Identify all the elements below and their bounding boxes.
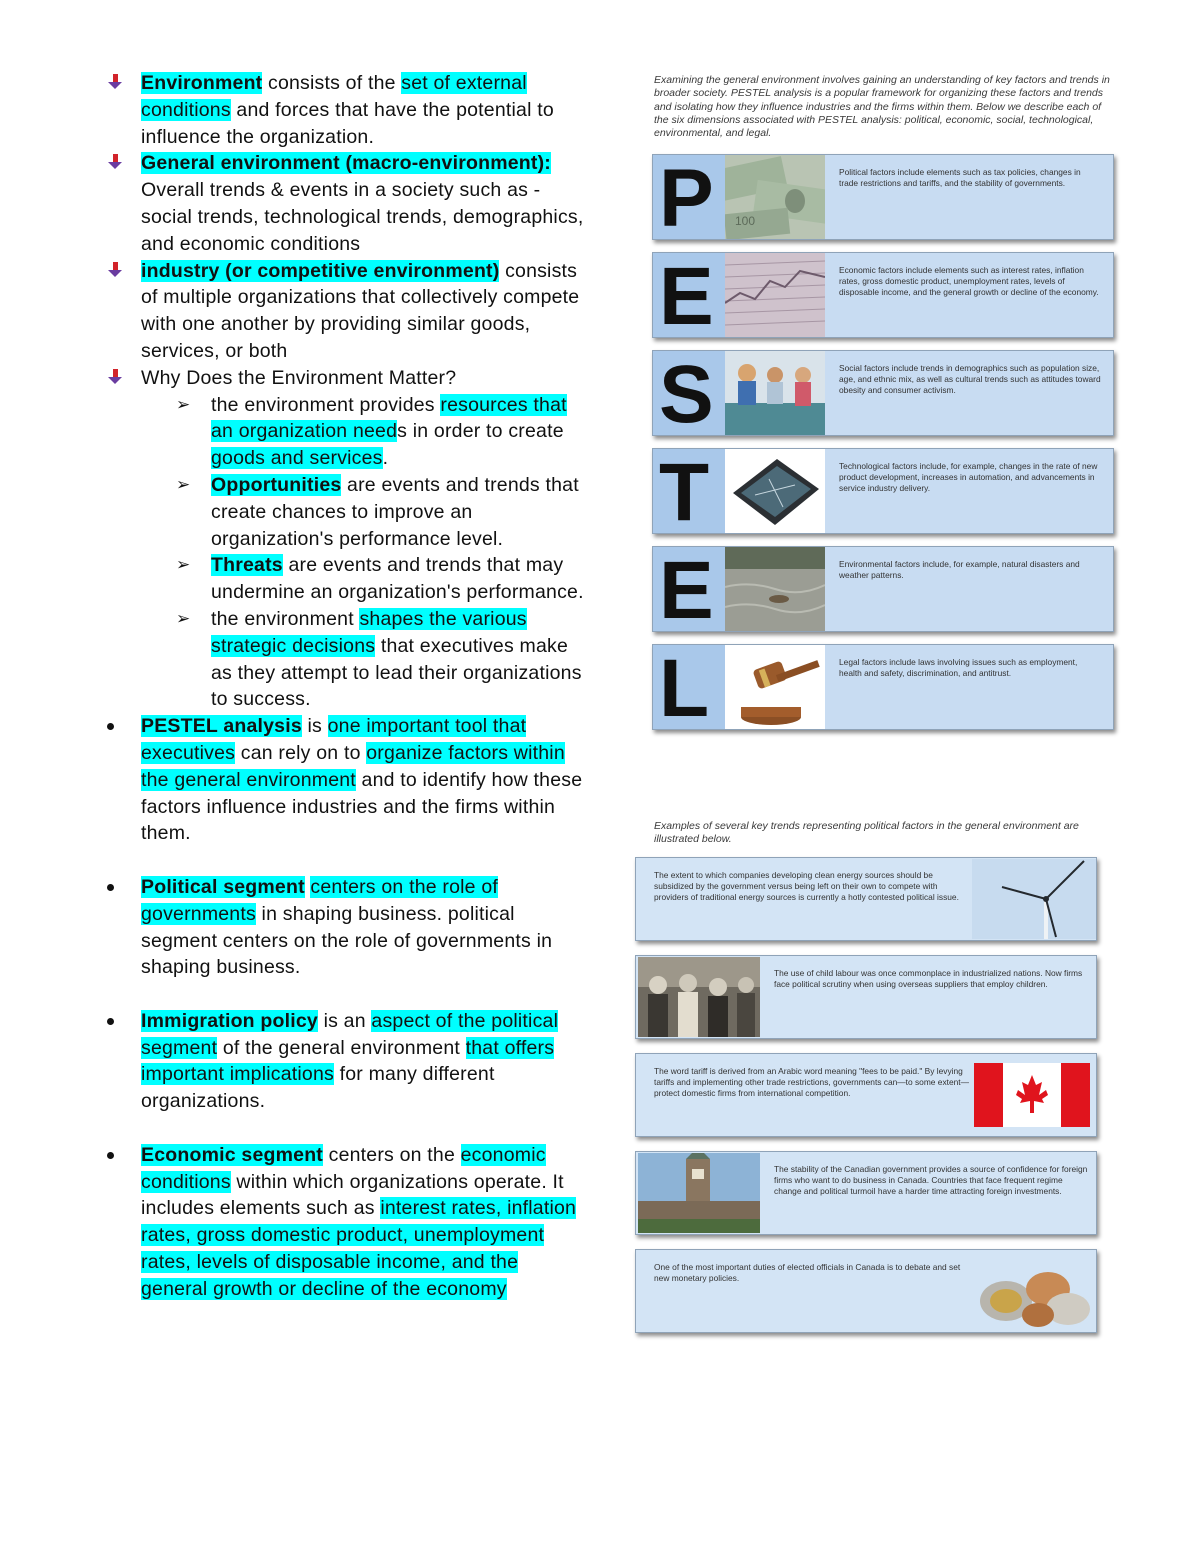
letter-tile: L bbox=[653, 645, 725, 729]
bullet-immigration-policy: Immigration policy is an aspect of the political segment of the general environment that offers important implications for many different organizations. bbox=[104, 1008, 584, 1115]
arrow-bullet-icon bbox=[104, 365, 132, 391]
bullet-general-environment: General environment (macro-environment): Overall trends & events in a society such as - social trends, technological trends, demographics, and economic conditions bbox=[104, 150, 584, 257]
child-labour-photo bbox=[638, 957, 760, 1037]
trend-row-monetary-policy bbox=[635, 1249, 1097, 1333]
trend-row-tariffs bbox=[635, 1053, 1097, 1137]
term-political-segment: Political segment bbox=[141, 875, 305, 898]
bullet-environment: Environment consists of the set of external conditions and forces that have the potential to influence the organization. bbox=[104, 70, 584, 150]
term-general-environment: General environment (macro-environment): bbox=[141, 152, 551, 175]
why-title: Why Does the Environment Matter? bbox=[141, 366, 457, 389]
term-opportunities: Opportunities bbox=[211, 473, 342, 496]
letter-tile: E bbox=[653, 253, 725, 337]
bullet-pestel-analysis: PESTEL analysis is one important tool that executives can rely on to organize factors within the general environment and to identify how these factors influence industries and the firms within them. bbox=[104, 713, 584, 847]
sub-bullet-resources: ➢ the environment provides resources that an organization needs in order to create goods and services. bbox=[176, 393, 567, 470]
term-threats: Threats bbox=[211, 554, 283, 577]
trend-row-text: The stability of the Canadian government provides a source of confidence for foreign firms who want to do business in Canada. Countries that face frequent regime change and political turmoil have a harder time attracting foreign investments. bbox=[774, 1164, 1088, 1196]
arrow-bullet-icon bbox=[104, 70, 132, 96]
letter-tile: P bbox=[653, 155, 725, 239]
dot-bullet-icon bbox=[104, 1008, 132, 1034]
tablet-image bbox=[725, 449, 825, 533]
pestel-row-text: Economic factors include elements such as interest rates, inflation rates, gross domestic product, unemployment rates, levels of disposable income, and the general growth or decline of the economy. bbox=[839, 265, 1099, 297]
sub-bullet-opportunities: ➢ Opportunities are events and trends that create chances to improve an organization's performance level. bbox=[176, 473, 579, 550]
sub-bullet-strategic-decisions: ➢ the environment shapes the various strategic decisions that executives make as they attempt to lead their organizations to success. bbox=[176, 607, 582, 711]
pestel-row-environmental bbox=[652, 545, 1114, 636]
political-figure-intro: Examples of several key trends representing political factors in the general environment are illustrated below. bbox=[654, 820, 1079, 846]
notes-column bbox=[104, 70, 584, 1303]
chevron-right-icon: ➢ bbox=[176, 394, 191, 415]
stock-chart-image bbox=[725, 253, 825, 337]
trend-row-clean-energy bbox=[635, 857, 1097, 941]
pestel-row-text: Environmental factors include, for example, natural disasters and weather patterns. bbox=[839, 559, 1080, 580]
pestel-row-text: Political factors include elements such as tax policies, changes in trade restrictions and tariffs, and the stability of governments. bbox=[839, 167, 1081, 188]
coins-image bbox=[972, 1251, 1096, 1331]
gavel-image bbox=[725, 645, 825, 729]
svg-text:100: 100 bbox=[735, 214, 756, 228]
trend-row-text: The extent to which companies developing clean energy sources should be subsidized by the government versus being left on their own to compete with providers of traditional energy sources is currently a hotly contested political issue. bbox=[654, 870, 959, 902]
term-immigration-policy: Immigration policy bbox=[141, 1009, 318, 1032]
bullet-industry: industry (or competitive environment) consists of multiple organizations that collectively compete with one another by providing similar goods, services, or both bbox=[104, 258, 584, 365]
bullet-economic-segment: Economic segment centers on the economic conditions within which organizations operate. It includes elements such as interest rates, inflation rates, gross domestic product, unemployment rates, levels of disposable income, and the general growth or decline of the economy bbox=[104, 1142, 584, 1303]
pestel-row-economic bbox=[652, 251, 1114, 342]
chevron-right-icon: ➢ bbox=[176, 608, 191, 629]
chevron-right-icon: ➢ bbox=[176, 474, 191, 495]
dot-bullet-icon bbox=[104, 713, 132, 739]
letter-tile: S bbox=[653, 351, 725, 435]
trend-row-text: The word tariff is derived from an Arabic word meaning "fees to be paid." By levying tariffs and implementing other trade restrictions, governments can—to some extent—protect domestic firms from international competition. bbox=[654, 1066, 969, 1098]
dot-bullet-icon bbox=[104, 874, 132, 900]
highlight: set of external conditions bbox=[141, 72, 527, 121]
term-pestel: PESTEL analysis bbox=[141, 715, 302, 738]
arrow-bullet-icon bbox=[104, 258, 132, 284]
flood-image bbox=[725, 547, 825, 631]
trend-row-text: The use of child labour was once commonplace in industrialized nations. Now firms face political scrutiny when using overseas suppliers that employ children. bbox=[774, 968, 1083, 989]
pestel-row-text: Legal factors include laws involving issues such as employment, health and safety, discrimination, and antitrust. bbox=[839, 657, 1078, 678]
wind-turbine-image bbox=[972, 859, 1096, 939]
letter-tile: T bbox=[653, 449, 725, 533]
dot-bullet-icon bbox=[104, 1142, 132, 1168]
term-industry: industry (or competitive environment) bbox=[141, 259, 500, 282]
pestel-row-political bbox=[652, 153, 1114, 244]
pestel-row-social bbox=[652, 349, 1114, 440]
parliament-image bbox=[638, 1153, 760, 1233]
term-economic-segment: Economic segment bbox=[141, 1143, 323, 1166]
bullet-why-environment-matters bbox=[104, 365, 584, 392]
canada-flag-image bbox=[972, 1055, 1096, 1135]
chevron-right-icon: ➢ bbox=[176, 555, 191, 576]
pestel-row-text: Technological factors include, for example, changes in the rate of new product development, increases in automation, and advancements in service industry delivery. bbox=[839, 461, 1098, 493]
trend-row-text: One of the most important duties of elected officials in Canada is to debate and set new monetary policies. bbox=[654, 1262, 961, 1283]
trend-row-stability bbox=[635, 1151, 1097, 1235]
pestel-figure-intro: Examining the general environment involves gaining an understanding of key factors and trends in broader society. PESTEL analysis is a popular framework for organizing these factors and trends and isolating how they influence industries and the firms within them. Below we describe each of the six dimensions associated with PESTEL analysis: political, economic, social, technological, environmental, and legal. bbox=[654, 74, 1110, 140]
trend-row-child-labour bbox=[635, 955, 1097, 1039]
letter-tile: E bbox=[653, 547, 725, 631]
money-image bbox=[725, 155, 825, 239]
sub-bullet-threats: ➢ Threats are events and trends that may undermine an organization's performance. bbox=[176, 554, 584, 604]
pestel-row-technological bbox=[652, 447, 1114, 538]
children-image bbox=[725, 351, 825, 435]
term-environment: Environment bbox=[141, 72, 263, 94]
bullet-political-segment: Political segment centers on the role of governments in shaping business. political segment centers on the role of governments in shaping business. bbox=[104, 874, 584, 981]
arrow-bullet-icon bbox=[104, 150, 132, 176]
pestel-row-text: Social factors include trends in demographics such as population size, age, and ethnic mix, as well as cultural trends such as attitudes toward obesity and consumer activism. bbox=[839, 363, 1101, 395]
pestel-row-legal bbox=[652, 643, 1114, 734]
